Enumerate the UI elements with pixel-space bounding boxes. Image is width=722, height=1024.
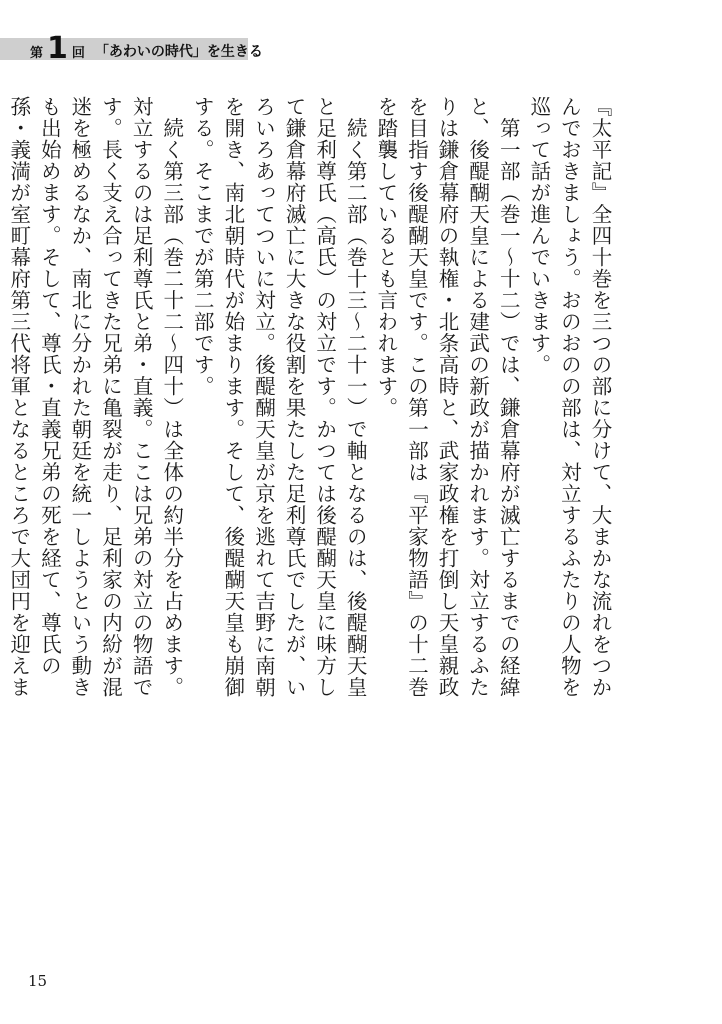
paragraph-part-two: 続く第二部（巻十三〜二十一）で軸となるのは、後醍醐天皇と足利尊氏（高氏）の対立です。かつては後醍醐天皇に味方して鎌倉幕府滅亡に大きな役割を果たした足利尊氏でしたが、いろいろあってついに対立。後醍醐天皇が京を逃れて吉野に南朝を開き、南北朝時代が始まります。そして、後醍醐天皇も崩御する。そこまでが第二部です。 xyxy=(190,96,368,698)
paragraph-part-one: 第一部（巻一〜十二）では、鎌倉幕府が滅亡するまでの経緯と、後醍醐天皇による建武の新政が描かれます。対立するふたりは鎌倉幕府の執権・北条高時と、武家政権を打倒し天皇親政を目指す後醍醐天皇です。この第一部は『平家物語』の十二巻を踏襲しているとも言われます。 xyxy=(373,96,521,698)
header-episode-number: 1 xyxy=(47,31,68,66)
body-text xyxy=(6,96,615,708)
paragraph-part-three: 続く第三部（巻二十二〜四十）は全体の約半分を占めます。対立するのは足利尊氏と弟・直義。ここは兄弟の対立の物語です。長く支え合ってきた兄弟に亀裂が走り、足利家の内紛が混迷を極めるなか、南北に分かれた朝廷を統一しようという動きも出始めます。そして、尊氏・直義兄弟の死を経て、尊氏の孫・義満が室町幕府第三代将軍となるところで大団円を迎えま xyxy=(6,96,184,698)
page-number: 15 xyxy=(28,972,48,990)
header-kai: 回 xyxy=(71,46,85,61)
paragraph-intro: 『太平記』全四十巻を三つの部に分けて、大まかな流れをつかんでおきましょう。おのおのの部は、対立するふたりの人物を巡って話が進んでいきます。 xyxy=(526,96,612,698)
header-dai: 第 xyxy=(30,46,44,61)
header-title: 「あわいの時代」を生きる xyxy=(94,44,263,60)
running-header xyxy=(30,30,263,64)
